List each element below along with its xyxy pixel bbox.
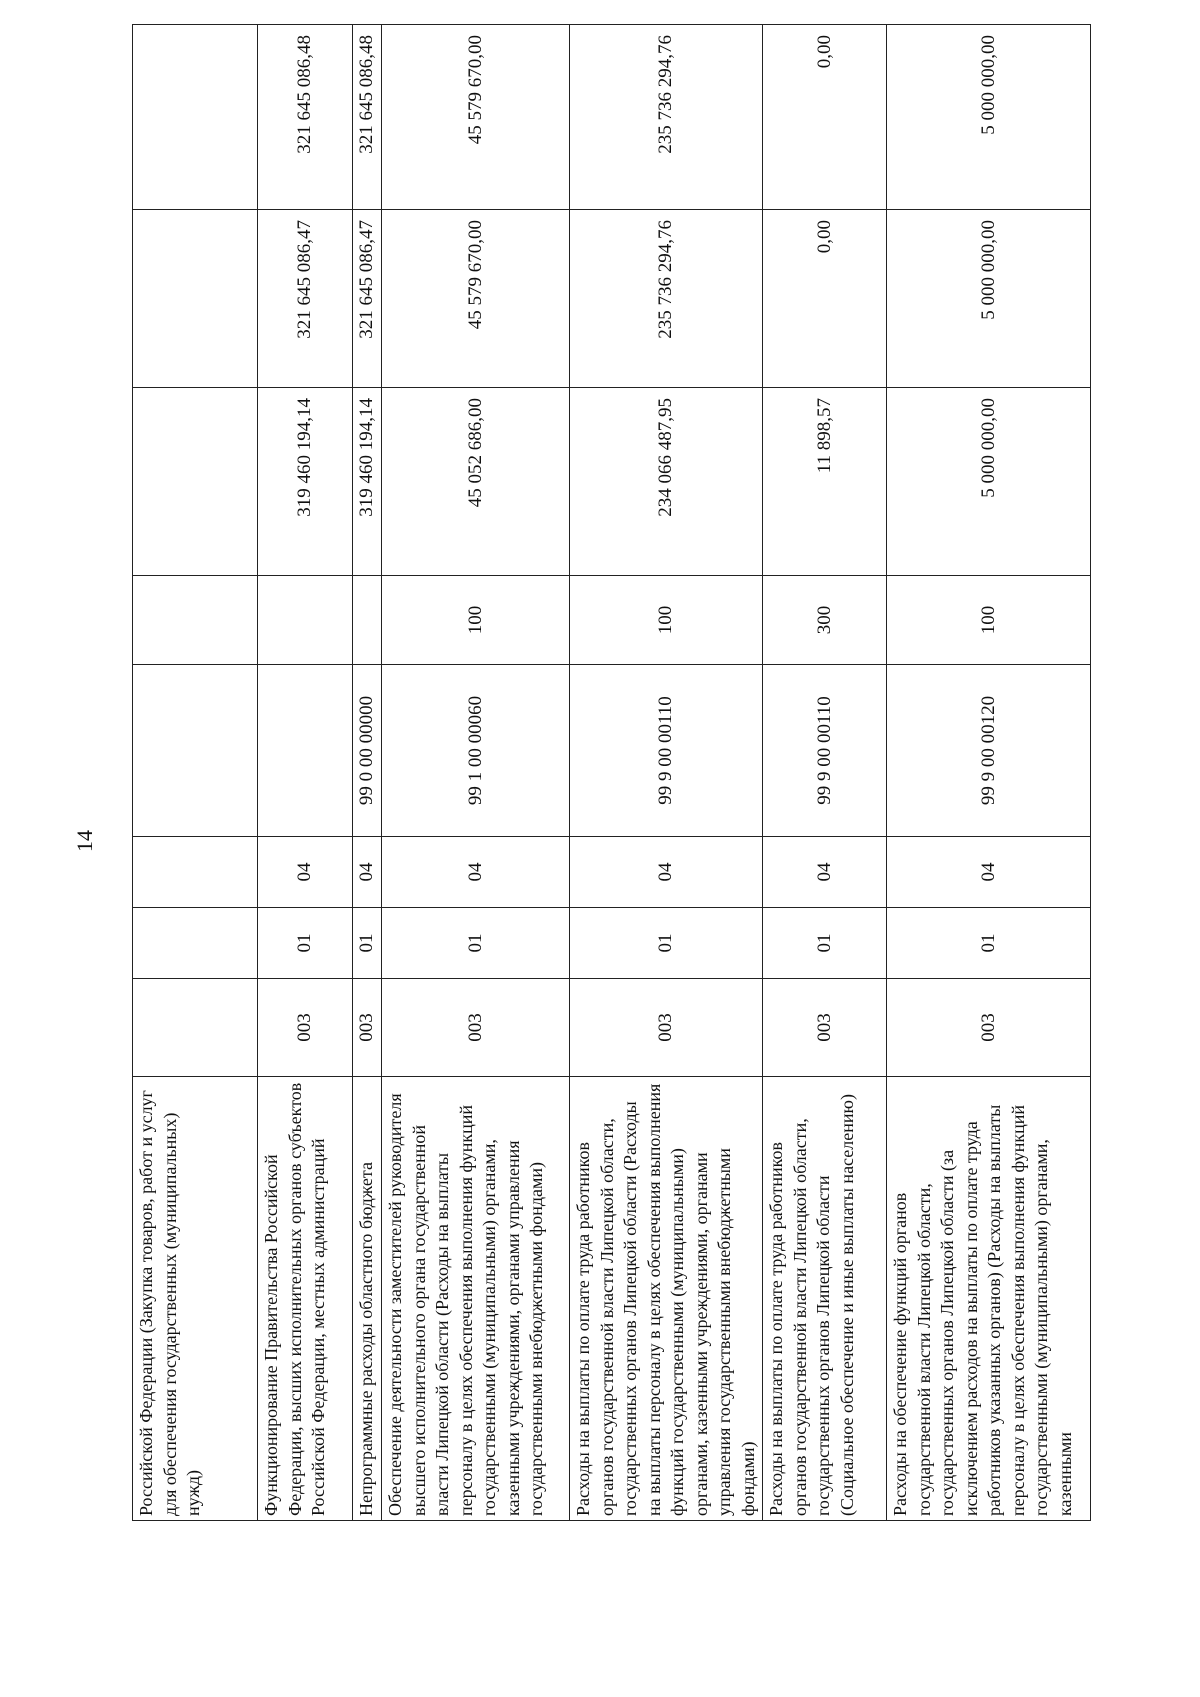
target-article: 99 9 00 00110 [570, 665, 763, 837]
subsection-code: 04 [570, 837, 763, 908]
budget-table [132, 24, 1091, 1521]
amount-year-3: 321 645 086,48 [353, 25, 382, 210]
table-row [887, 25, 1091, 1521]
table-row [763, 25, 887, 1521]
expense-type: 300 [763, 576, 887, 665]
amount-year-2: 45 579 670,00 [382, 210, 570, 388]
subsection-code: 04 [382, 837, 570, 908]
section-code: 01 [570, 908, 763, 979]
section-code: 01 [887, 908, 1091, 979]
amount-year-2: 235 736 294,76 [570, 210, 763, 388]
amount-year-3: 235 736 294,76 [570, 25, 763, 210]
amount-year-2: 321 645 086,47 [353, 210, 382, 388]
subsection-code [133, 837, 258, 908]
section-code: 01 [763, 908, 887, 979]
expense-type: 100 [887, 576, 1091, 665]
amount-year-3: 321 645 086,48 [258, 25, 353, 210]
target-article [258, 665, 353, 837]
amount-year-1 [133, 388, 258, 576]
amount-year-2: 5 000 000,00 [887, 210, 1091, 388]
subsection-code: 04 [887, 837, 1091, 908]
admin-code [133, 979, 258, 1077]
row-name: Расходы на выплаты по оплате труда работников органов государственной власти Липецкой области, государственных органов Липецкой области (Социальное обеспечение и иные выплаты населению) [763, 1077, 887, 1521]
expense-type [353, 576, 382, 665]
admin-code: 003 [763, 979, 887, 1077]
amount-year-2: 0,00 [763, 210, 887, 388]
target-article: 99 9 00 00110 [763, 665, 887, 837]
section-code: 01 [382, 908, 570, 979]
amount-year-3 [133, 25, 258, 210]
table-row [258, 25, 353, 1521]
table-row [353, 25, 382, 1521]
admin-code: 003 [258, 979, 353, 1077]
admin-code: 003 [570, 979, 763, 1077]
amount-year-3: 45 579 670,00 [382, 25, 570, 210]
row-name: Расходы на обеспечение функций органов государственной власти Липецкой области, государственных органов Липецкой области (за исключением расходов на выплаты по оплате труда работников указанных органов) (Расходы на выплаты персоналу в целях обеспечения выполнения функций государственными (муниципальными) органами, казенными [887, 1077, 1091, 1521]
amount-year-1: 45 052 686,00 [382, 388, 570, 576]
table-row [133, 25, 258, 1521]
row-name: Российской Федерации (Закупка товаров, работ и услуг для обеспечения государственных (муниципальных) нужд) [133, 1077, 258, 1521]
row-name: Обеспечение деятельности заместителей руководителя высшего исполнительного органа государственной власти Липецкой области (Расходы на выплаты персоналу в целях обеспечения выполнения функций государственными (муниципальными) органами, казенными учреждениями, органами управления государственными внебюджетными фондами) [382, 1077, 570, 1521]
subsection-code: 04 [353, 837, 382, 908]
amount-year-2: 321 645 086,47 [258, 210, 353, 388]
section-code: 01 [353, 908, 382, 979]
admin-code: 003 [887, 979, 1091, 1077]
expense-type [258, 576, 353, 665]
row-name: Функционирование Правительства Российской Федерации, высших исполнительных органов субъектов Российской Федерации, местных администраций [258, 1077, 353, 1521]
amount-year-2 [133, 210, 258, 388]
amount-year-3: 0,00 [763, 25, 887, 210]
target-article [133, 665, 258, 837]
section-code [133, 908, 258, 979]
amount-year-1: 319 460 194,14 [353, 388, 382, 576]
amount-year-3: 5 000 000,00 [887, 25, 1091, 210]
section-code: 01 [258, 908, 353, 979]
admin-code: 003 [353, 979, 382, 1077]
target-article: 99 1 00 00060 [382, 665, 570, 837]
page-number: 14 [72, 830, 97, 852]
amount-year-1: 5 000 000,00 [887, 388, 1091, 576]
subsection-code: 04 [258, 837, 353, 908]
amount-year-1: 234 066 487,95 [570, 388, 763, 576]
table-row [382, 25, 570, 1521]
expense-type: 100 [382, 576, 570, 665]
admin-code: 003 [382, 979, 570, 1077]
row-name: Расходы на выплаты по оплате труда работников органов государственной власти Липецкой области, государственных органов Липецкой области (Расходы на выплаты персоналу в целях обеспечения выполнения функций государственными (муниципальными) органами, казенными учреждениями, органами управления государственными внебюджетными фондами) [570, 1077, 763, 1521]
target-article: 99 9 00 00120 [887, 665, 1091, 837]
subsection-code: 04 [763, 837, 887, 908]
expense-type [133, 576, 258, 665]
table-row [570, 25, 763, 1521]
amount-year-1: 319 460 194,14 [258, 388, 353, 576]
target-article: 99 0 00 00000 [353, 665, 382, 837]
expense-type: 100 [570, 576, 763, 665]
row-name: Непрограммные расходы областного бюджета [353, 1077, 382, 1521]
amount-year-1: 11 898,57 [763, 388, 887, 576]
